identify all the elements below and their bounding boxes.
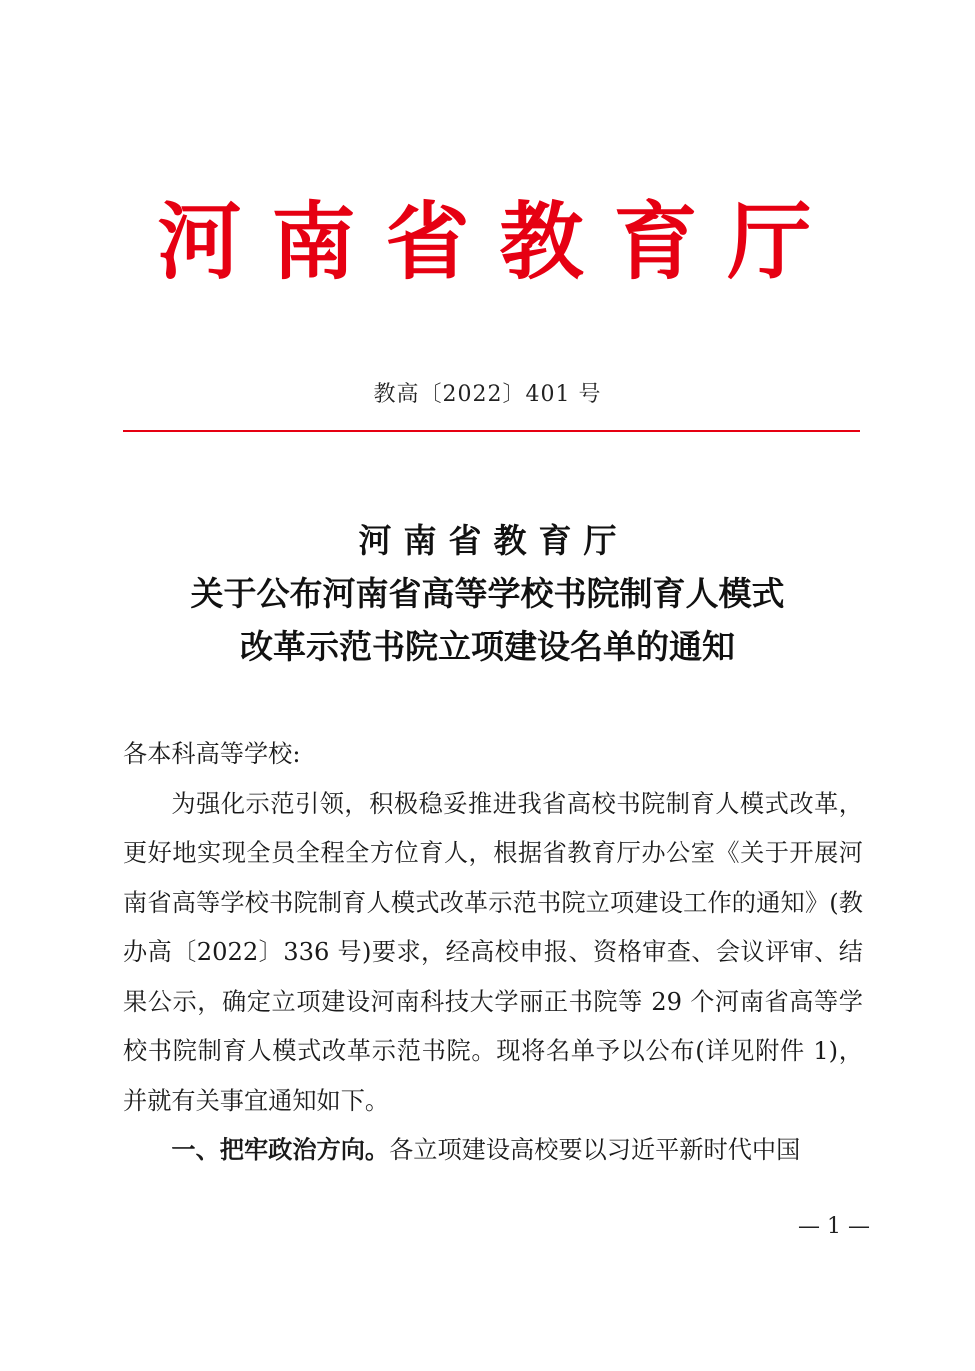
- red-divider-line: [123, 430, 860, 432]
- document-number: 教高〔2022〕401 号: [373, 382, 602, 407]
- page-number: — 1 —: [798, 1214, 870, 1239]
- section-1-heading: 一、把牢政治方向。: [171, 1136, 390, 1164]
- title-line-2: 关于公布河南省高等学校书院制育人模式: [190, 574, 785, 613]
- notice-body: [123, 730, 863, 1176]
- section-1-text: 各立项建设高校要以习近平新时代中国: [389, 1136, 801, 1164]
- paragraph-section-1: [123, 1126, 863, 1176]
- masthead-title: 河南省教育厅: [157, 192, 842, 291]
- paragraph-intro: 为强化示范引领，积极稳妥推进我省高校书院制育人模式改革，更好地实现全员全程全方位育人，根据省教育厅办公室《关于开展河南省高等学校书院制育人模式改革示范书院立项建设工作的通知》(教办高〔2022〕336 号)要求，经高校申报、资格审查、会议评审、结果公示，确定立项建设河南科技大学丽正书院等 29 个河南省高等学校书院制育人模式改革示范书院。现将名单予以公布(详见附件 1)，并就有关事宜通知如下。: [123, 789, 863, 1115]
- notice-title: [0, 514, 975, 673]
- title-line-issuer: 河南省教育厅: [358, 521, 629, 560]
- title-line-3: 改革示范书院立项建设名单的通知: [240, 627, 735, 666]
- salutation: 各本科高等学校:: [123, 740, 301, 768]
